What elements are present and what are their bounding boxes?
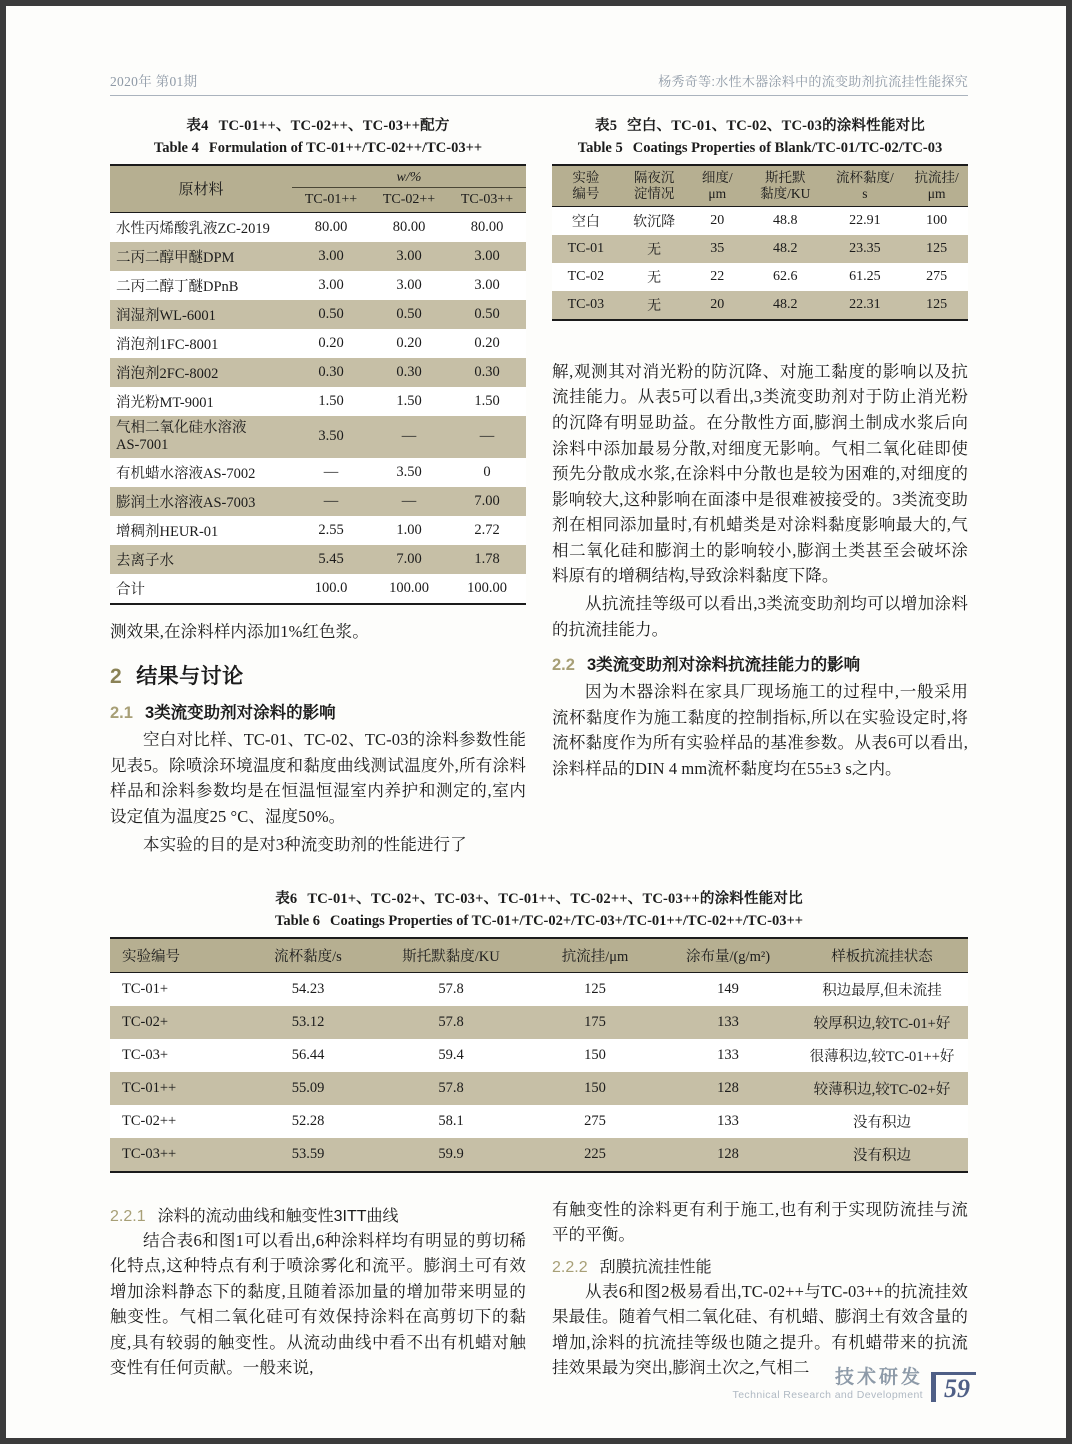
table5-caption-cn bbox=[552, 116, 968, 138]
paragraph-right-mid: 从抗流挂等级可以看出,3类流变助剂均可以增加涂料的抗流挂能力。 bbox=[552, 593, 968, 639]
table5-r2-c5: 275 bbox=[926, 268, 948, 284]
table5-header-3-l1: 斯托默 bbox=[765, 169, 806, 185]
section-2-2-2-title: 刮膜抗流挂性能 bbox=[599, 1258, 712, 1276]
table5-header-0-l1: 实验 bbox=[572, 169, 600, 185]
table4-r7-v1: — bbox=[370, 416, 448, 458]
table4-r1-v2: 3.00 bbox=[448, 242, 526, 271]
table6-r4-c1: 52.28 bbox=[291, 1112, 325, 1129]
section-2-2-2-number: 2.2.2 bbox=[552, 1258, 588, 1276]
table6-r3-c5: 较薄积边,较TC-02+好 bbox=[796, 1072, 968, 1105]
table5-r0-c2: 20 bbox=[710, 212, 725, 228]
table4-r0-v0: 80.00 bbox=[314, 218, 348, 235]
table4-caption-cn bbox=[110, 116, 526, 138]
page-footer bbox=[733, 1368, 976, 1402]
table4-r0-v1: 80.00 bbox=[392, 218, 426, 235]
table-row bbox=[110, 516, 526, 545]
table4-caption-cn-label: 表4 bbox=[186, 118, 209, 134]
table4-r3-name: 润湿剂WL-6001 bbox=[110, 300, 292, 329]
table6-r5-c4: 128 bbox=[660, 1138, 796, 1172]
table4-subheader-2: TC-03++ bbox=[448, 187, 526, 212]
table5-r2-c0: TC-02 bbox=[567, 268, 605, 284]
table4-r6-v2: 1.50 bbox=[474, 392, 500, 409]
table4-r2-name: 二丙二醇丁醚DPnB bbox=[116, 278, 239, 295]
table6-caption-en-label: Table 6 bbox=[275, 912, 321, 929]
table4-r6-v0: 1.50 bbox=[318, 392, 344, 409]
table5-r0-c0: 空白 bbox=[571, 214, 600, 230]
page-number: 59 bbox=[931, 1372, 976, 1402]
paragraph-2-2-1: 结合表6和图1可以看出,6种涂料样均有明显的剪切稀化特点,这种特点有利于喷涂雾化和流平。膨润土可有效增加涂料静态下的黏度,且随着添加量的增加带来明显的触变性。气相二氧化硅可有效保持涂料在高剪切下的黏度,具有较弱的触变性。从流动曲线中看不出有机蜡对触变性有任何贡献。一般来说, bbox=[110, 1230, 526, 1378]
table5-r1-c5: 125 bbox=[905, 235, 968, 263]
table5-header-3-l2: 黏度/KU bbox=[760, 185, 811, 201]
table4-r8-v1: 3.50 bbox=[396, 463, 422, 480]
table6-r0-c1: 54.23 bbox=[291, 980, 325, 997]
table4-r9-name: 膨润土水溶液AS-7003 bbox=[110, 487, 292, 516]
table4-header-material: 原材料 bbox=[110, 165, 292, 213]
table-row bbox=[110, 1138, 968, 1172]
table-row bbox=[552, 235, 968, 263]
table6-r3-c2: 57.8 bbox=[372, 1072, 530, 1105]
table6-r3-c1: 55.09 bbox=[244, 1072, 372, 1105]
table4-r11-v1: 7.00 bbox=[370, 545, 448, 574]
table6-r4-c5: 没有积边 bbox=[853, 1114, 911, 1131]
table6-r1-c3: 175 bbox=[530, 1006, 660, 1039]
table5-r3-c0: TC-03 bbox=[552, 291, 620, 320]
table5-header-5-l2: μm bbox=[927, 185, 946, 201]
footer-brand bbox=[733, 1368, 923, 1402]
table5-header-3 bbox=[746, 165, 825, 207]
paragraph-2-2-2: 从表6和图2极易看出,TC-02++与TC-03++的抗流挂效果最佳。随着气相二氧化硅、有机蜡、膨润土有效含量的增加,涂料的抗流挂等级也随之提升。有机蜡带来的抗流挂效果最为突出,膨润土次之,气相二 bbox=[552, 1281, 968, 1378]
table5-header-4-l1: 流杯黏度/ bbox=[836, 169, 894, 185]
table-row bbox=[110, 416, 526, 458]
section-2-1-title: 3类流变助剂对涂料的影响 bbox=[144, 704, 336, 723]
table4-r6-v1: 1.50 bbox=[396, 392, 422, 409]
table4-r7-v0: 3.50 bbox=[292, 416, 370, 458]
table4-r12-v2: 100.00 bbox=[467, 579, 507, 596]
table4-header-row bbox=[110, 165, 526, 188]
table-row bbox=[110, 212, 526, 242]
table5-header-row bbox=[552, 165, 968, 207]
table4-r1-name: 二丙二醇甲醚DPM bbox=[110, 242, 292, 271]
table4-r3-v1: 0.50 bbox=[370, 300, 448, 329]
table4-r5-v1: 0.30 bbox=[370, 358, 448, 387]
paragraph-right-top: 解,观测其对消光粉的防沉降、对施工黏度的影响以及抗流挂能力。从表5可以看出,3类流变助剂对于防止消光粉的沉降有明显助益。在分散性方面,膨润土制成水浆后向涂料中添加最易分散,对细度无影响。气相二氧化硅即使预先分散成水浆,在涂料中分散也是较为困难的,对细度的影响较大,这种影响在面漆中是很难被接受的。3类流变助剂在相同添加量时,有机蜡类是对涂料黏度影响最大的,气相二氧化硅和膨润土的影响较小,膨润土类甚至会破坏涂料原有的增稠结构,导致涂料黏度下降。 bbox=[552, 361, 968, 586]
table4-r0-v2: 80.00 bbox=[470, 218, 504, 235]
table4-r7-name-line1: 气相二氧化硅水溶液 bbox=[116, 419, 247, 436]
table5-r3-c3: 48.2 bbox=[746, 291, 825, 320]
paragraph-2-1-b: 本实验的目的是对3种流变助剂的性能进行了 bbox=[143, 834, 467, 854]
table5-header-2-l2: μm bbox=[708, 185, 727, 201]
table4-r3-v2: 0.50 bbox=[448, 300, 526, 329]
table4-r2-v1: 3.00 bbox=[396, 276, 422, 293]
table5-r3-c2: 20 bbox=[689, 291, 746, 320]
table5-r1-c1: 无 bbox=[620, 235, 689, 263]
table4-r11-name: 去离子水 bbox=[110, 545, 292, 574]
table5-caption-en-text: Coatings Properties of Blank/TC-01/TC-02/TC-03 bbox=[632, 139, 943, 156]
table5-r3-c1: 无 bbox=[620, 291, 689, 320]
table5-header-2-l1: 细度/ bbox=[701, 169, 733, 185]
table4-r7-name-line2: AS-7001 bbox=[116, 436, 169, 453]
table5-caption-en bbox=[552, 138, 968, 160]
table4-caption-cn-text: TC-01++、TC-02++、TC-03++配方 bbox=[218, 118, 450, 134]
table-row bbox=[110, 1105, 968, 1138]
table4-r5-v2: 0.30 bbox=[448, 358, 526, 387]
table5-r0-c1: 软沉降 bbox=[633, 214, 676, 230]
table5-header-1 bbox=[620, 165, 689, 207]
table6-r2-c5: 很薄积边,较TC-01++好 bbox=[809, 1048, 955, 1065]
table4-r4-v0: 0.20 bbox=[318, 334, 344, 351]
table5-r0-c3: 48.8 bbox=[773, 212, 798, 228]
table6-r1-c5: 较厚积边,较TC-01+好 bbox=[796, 1006, 968, 1039]
table5-r2-c3: 62.6 bbox=[773, 268, 798, 284]
section-2-2-number: 2.2 bbox=[552, 656, 575, 675]
table4-r8-v0: — bbox=[323, 463, 339, 480]
section-2-2-title: 3类流变助剂对涂料抗流挂能力的影响 bbox=[586, 656, 861, 675]
table6-r2-c0: TC-03+ bbox=[122, 1046, 169, 1063]
section-2-2-1-title: 涂料的流动曲线和触变性3ITT曲线 bbox=[157, 1207, 399, 1225]
table4-caption bbox=[110, 116, 526, 160]
table5-r1-c4: 23.35 bbox=[825, 235, 906, 263]
table6-r2-c2: 59.4 bbox=[438, 1046, 464, 1063]
section-2-2-2-heading bbox=[552, 1254, 968, 1277]
table5-header-1-l2: 淀情况 bbox=[633, 185, 675, 201]
section-2-title: 结果与讨论 bbox=[136, 665, 244, 689]
table6-caption-en-text: Coatings Properties of TC-01+/TC-02+/TC-03+/TC-01++/TC-02++/TC-03++ bbox=[330, 912, 803, 929]
table6-r1-c0: TC-02+ bbox=[110, 1006, 244, 1039]
table4-r2-v0: 3.00 bbox=[318, 276, 344, 293]
table6-header-row bbox=[110, 938, 968, 973]
table5-caption-cn-text: 空白、TC-01、TC-02、TC-03的涂料性能对比 bbox=[627, 118, 925, 134]
table4-caption-en bbox=[110, 138, 526, 160]
table-row bbox=[110, 358, 526, 387]
table-row bbox=[110, 1039, 968, 1072]
table6-r3-c3: 150 bbox=[530, 1072, 660, 1105]
table4-r12-name: 合计 bbox=[116, 581, 145, 598]
left-paragraph-tail: 测效果,在涂料样内添加1%红色浆。 bbox=[110, 621, 369, 641]
table4-r6-name: 消光粉MT-9001 bbox=[116, 394, 214, 411]
table-6-coating-properties bbox=[110, 937, 968, 1173]
table4-r5-name: 消泡剂2FC-8002 bbox=[110, 358, 292, 387]
table6-r1-c4: 133 bbox=[660, 1006, 796, 1039]
table6-block bbox=[110, 889, 968, 1173]
table5-r3-c5: 125 bbox=[905, 291, 968, 320]
paragraph-2-1-a: 空白对比样、TC-01、TC-02、TC-03的涂料参数性能见表5。除喷涂环境温度和黏度曲线测试温度外,所有涂料样品和涂料参数均是在恒温恒湿室内养护和测定的,室内设定值为温度25 °C、湿度50%。 bbox=[110, 730, 526, 826]
table-row bbox=[552, 206, 968, 235]
table5-header-2 bbox=[689, 165, 746, 207]
table4-r8-name: 有机蜡水溶液AS-7002 bbox=[116, 465, 256, 482]
table6-r0-c4: 149 bbox=[717, 980, 739, 997]
table-row bbox=[552, 263, 968, 291]
footer-brand-cn: 技术研发 bbox=[834, 1366, 923, 1388]
table4-r11-v2: 1.78 bbox=[448, 545, 526, 574]
table6-r4-c4: 133 bbox=[717, 1112, 739, 1129]
table6-caption-cn-label: 表6 bbox=[275, 891, 298, 908]
table4-r12-v1: 100.00 bbox=[389, 579, 429, 596]
table6-r5-c5: 没有积边 bbox=[796, 1138, 968, 1172]
section-2-number: 2 bbox=[110, 665, 123, 689]
left-column bbox=[110, 116, 526, 859]
table5-header-1-l1: 隔夜沉 bbox=[633, 169, 675, 185]
section-2-2-1-number: 2.2.1 bbox=[110, 1207, 146, 1225]
table6-r4-c3: 275 bbox=[584, 1112, 606, 1129]
table-row bbox=[110, 487, 526, 516]
table4-r10-name: 增稠剂HEUR-01 bbox=[116, 523, 219, 540]
table-row bbox=[110, 300, 526, 329]
table4-r1-v0: 3.00 bbox=[292, 242, 370, 271]
running-header-issue: 2020年 第01期 bbox=[110, 74, 198, 89]
table-row bbox=[552, 291, 968, 320]
table6-r1-c1: 53.12 bbox=[244, 1006, 372, 1039]
table-row bbox=[110, 242, 526, 271]
table6-r1-c2: 57.8 bbox=[372, 1006, 530, 1039]
table4-r4-v2: 0.20 bbox=[474, 334, 500, 351]
table-row bbox=[110, 387, 526, 416]
table6-header-2: 斯托默黏度/KU bbox=[372, 938, 530, 973]
table5-r0-c5: 100 bbox=[926, 212, 948, 228]
table6-header-3: 抗流挂/μm bbox=[530, 938, 660, 973]
table6-header-0: 实验编号 bbox=[110, 938, 244, 973]
table5-r3-c4: 22.31 bbox=[825, 291, 906, 320]
table5-header-5 bbox=[905, 165, 968, 207]
table6-r5-c2: 59.9 bbox=[372, 1138, 530, 1172]
table4-header-group: w/% bbox=[292, 165, 526, 188]
table6-r2-c1: 56.44 bbox=[291, 1046, 325, 1063]
bottom-columns bbox=[110, 1197, 968, 1383]
paragraph-2-2: 因为木器涂料在家具厂现场施工的过程中,一般采用流杯黏度作为施工黏度的控制指标,所以在实验设定时,将流杯黏度作为所有实验样品的基准参数。从表6可以看出,涂料样品的DIN 4 mm流杯黏度均在55±3 s之内。 bbox=[552, 682, 968, 778]
table6-r4-c2: 58.1 bbox=[438, 1112, 464, 1129]
table6-header-1: 流杯黏度/s bbox=[244, 938, 372, 973]
table-row bbox=[110, 1072, 968, 1105]
table6-r5-c1: 53.59 bbox=[244, 1138, 372, 1172]
table5-caption-en-label: Table 5 bbox=[577, 139, 623, 156]
table5-header-0-l2: 编号 bbox=[572, 185, 600, 201]
section-2-1-heading bbox=[110, 699, 526, 723]
section-2-2-heading bbox=[552, 651, 968, 675]
table4-r2-v2: 3.00 bbox=[474, 276, 500, 293]
table6-caption bbox=[110, 889, 968, 933]
table4-r7-v2: — bbox=[448, 416, 526, 458]
table4-r1-v1: 3.00 bbox=[370, 242, 448, 271]
table5-caption-cn-label: 表5 bbox=[595, 118, 618, 134]
running-header bbox=[110, 70, 968, 96]
table6-r3-c0: TC-01++ bbox=[110, 1072, 244, 1105]
table5-caption bbox=[552, 116, 968, 160]
table5-header-4 bbox=[825, 165, 906, 207]
table6-caption-en bbox=[110, 911, 968, 933]
table6-r2-c4: 133 bbox=[717, 1046, 739, 1063]
table4-r10-v1: 1.00 bbox=[396, 521, 422, 538]
table4-r0-name: 水性丙烯酸乳液ZC-2019 bbox=[116, 220, 270, 237]
table6-r2-c3: 150 bbox=[584, 1046, 606, 1063]
table5-header-5-l1: 抗流挂/ bbox=[914, 169, 959, 185]
table6-r5-c3: 225 bbox=[530, 1138, 660, 1172]
table5-r1-c0: TC-01 bbox=[552, 235, 620, 263]
paragraph-bottom-right-top: 有触变性的涂料更有利于施工,也有利于实现防流挂与流平的平衡。 bbox=[552, 1199, 968, 1245]
right-column bbox=[552, 116, 968, 859]
table-row bbox=[110, 271, 526, 300]
table-4-formulation bbox=[110, 164, 526, 605]
table-row bbox=[110, 972, 968, 1006]
table-row bbox=[110, 545, 526, 574]
table6-r3-c4: 128 bbox=[660, 1072, 796, 1105]
table5-header-0 bbox=[552, 165, 620, 207]
table4-subheader-1: TC-02++ bbox=[370, 187, 448, 212]
table4-r7-name bbox=[110, 416, 292, 458]
table4-r9-v2: 7.00 bbox=[448, 487, 526, 516]
table5-r1-c3: 48.2 bbox=[746, 235, 825, 263]
table4-r8-v2: 0 bbox=[483, 463, 491, 480]
table6-r0-c2: 57.8 bbox=[438, 980, 464, 997]
table4-r10-v2: 2.72 bbox=[474, 521, 500, 538]
top-columns bbox=[110, 116, 968, 859]
table6-r0-c0: TC-01+ bbox=[122, 980, 169, 997]
table6-caption-cn-text: TC-01+、TC-02+、TC-03+、TC-01++、TC-02++、TC-03++的涂料性能对比 bbox=[307, 891, 803, 908]
table6-header-5: 样板抗流挂状态 bbox=[796, 938, 968, 973]
running-header-title: 杨秀奇等:水性木器涂料中的流变助剂抗流挂性能探究 bbox=[658, 74, 968, 89]
table4-r12-v0: 100.0 bbox=[314, 579, 348, 596]
table4-r4-v1: 0.20 bbox=[396, 334, 422, 351]
table5-r1-c2: 35 bbox=[689, 235, 746, 263]
section-2-heading bbox=[110, 660, 526, 690]
table5-header-4-l2: s bbox=[862, 185, 868, 201]
table5-r2-c2: 22 bbox=[710, 268, 725, 284]
table4-caption-en-label: Table 4 bbox=[153, 139, 199, 156]
table6-r4-c0: TC-02++ bbox=[122, 1112, 177, 1129]
table4-r11-v0: 5.45 bbox=[292, 545, 370, 574]
section-2-2-1-heading bbox=[110, 1203, 526, 1226]
table4-subheader-0: TC-01++ bbox=[292, 187, 370, 212]
table5-r2-c1: 无 bbox=[647, 270, 662, 286]
table6-r0-c5: 积边最厚,但未流挂 bbox=[822, 982, 942, 999]
table-5-coating-properties bbox=[552, 164, 968, 321]
table4-r4-name: 消泡剂1FC-8001 bbox=[116, 336, 219, 353]
bottom-left-column bbox=[110, 1197, 526, 1383]
table-row bbox=[110, 329, 526, 358]
footer-brand-en: Technical Research and Development bbox=[732, 1389, 923, 1402]
table-row bbox=[110, 574, 526, 604]
table-row bbox=[110, 458, 526, 487]
table6-r5-c0: TC-03++ bbox=[110, 1138, 244, 1172]
table4-r3-v0: 0.50 bbox=[292, 300, 370, 329]
table4-r10-v0: 2.55 bbox=[318, 521, 344, 538]
table4-caption-en-text: Formulation of TC-01++/TC-02++/TC-03++ bbox=[208, 139, 483, 156]
section-2-1-number: 2.1 bbox=[110, 704, 133, 723]
table-row bbox=[110, 1006, 968, 1039]
table4-r9-v0: — bbox=[292, 487, 370, 516]
table6-caption-cn bbox=[110, 889, 968, 911]
table6-header-4: 涂布量/(g/m²) bbox=[660, 938, 796, 973]
table5-r0-c4: 22.91 bbox=[849, 212, 881, 228]
bottom-right-column bbox=[552, 1197, 968, 1383]
table6-r0-c3: 125 bbox=[584, 980, 606, 997]
table5-r2-c4: 61.25 bbox=[849, 268, 881, 284]
table4-r5-v0: 0.30 bbox=[292, 358, 370, 387]
table4-r9-v1: — bbox=[370, 487, 448, 516]
